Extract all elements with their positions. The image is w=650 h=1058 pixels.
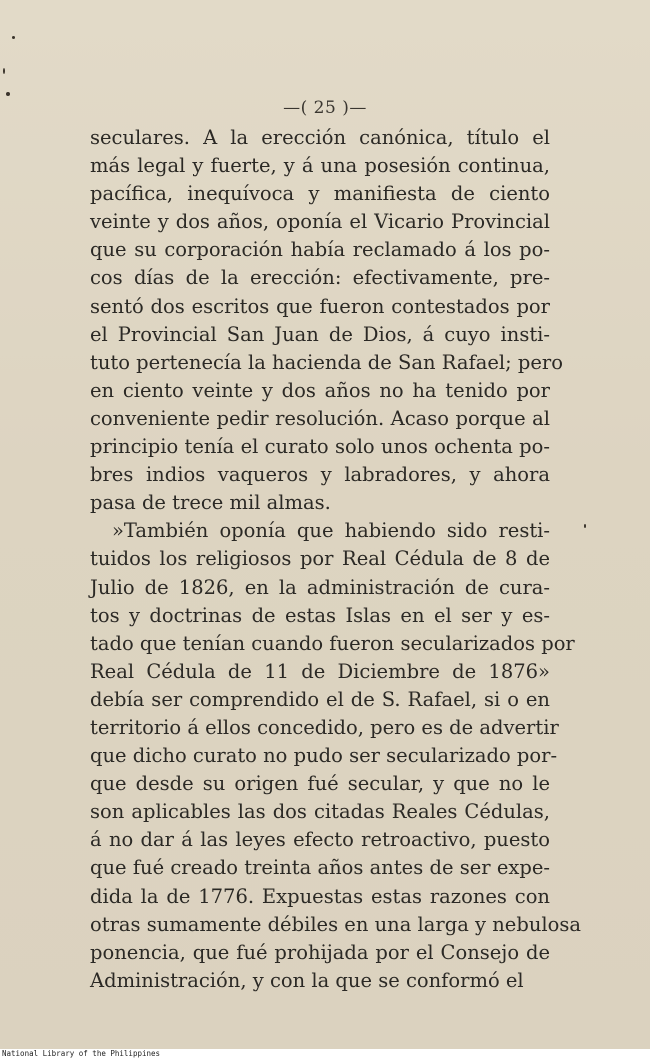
text-line: á no dar á las leyes efecto retroactivo, puesto	[90, 828, 550, 852]
text-line: ponencia, que fué prohijada por el Consejo de	[90, 940, 550, 964]
text-line: que su corporación había reclamado á los po-	[90, 238, 550, 262]
scan-speck	[584, 524, 586, 528]
text-line: otras sumamente débiles en una larga y nebulosa	[90, 912, 581, 936]
library-footer: National Library of the Philippines	[0, 1049, 650, 1058]
text-line: en ciento veinte y dos años no ha tenido por	[90, 378, 550, 402]
text-line: »También oponía que habiendo sido resti-	[112, 519, 550, 543]
text-line: veinte y dos años, oponía el Vicario Provincial	[90, 210, 550, 234]
text-line: tado que tenían cuando fueron secularizados por	[90, 631, 575, 655]
text-line: tos y doctrinas de estas Islas en el ser y es-	[90, 603, 550, 627]
text-line: tuidos los religiosos por Real Cédula de 8 de	[90, 547, 550, 571]
text-line: más legal y fuerte, y á una posesión continua,	[90, 154, 550, 178]
page-number: —( 25 )—	[283, 98, 367, 118]
text-line: cos días de la erección: efectivamente, pre-	[90, 266, 550, 290]
text-line: seculares. A la erección canónica, título el	[90, 126, 550, 149]
text-line: son aplicables las dos citadas Reales Cédulas,	[90, 800, 550, 824]
body-text	[90, 124, 581, 995]
text-line: tuto pertenecía la hacienda de San Rafael; pero	[90, 350, 563, 374]
text-line: dida la de 1776. Expuestas estas razones con	[90, 884, 550, 908]
text-line: debía ser comprendido el de S. Rafael, si o en	[90, 687, 550, 711]
scan-speck	[6, 92, 10, 96]
text-line: sentó dos escritos que fueron contestados por	[90, 294, 550, 318]
text-line: bres indios vaqueros y labradores, y ahora	[90, 463, 550, 487]
text-line: territorio á ellos concedido, pero es de advertir	[90, 715, 559, 739]
text-line: conveniente pedir resolución. Acaso porque al	[90, 406, 550, 430]
text-line: Real Cédula de 11 de Diciembre de 1876»	[90, 659, 550, 683]
text-line: que fué creado treinta años antes de ser expe-	[90, 856, 550, 880]
text-line: que dicho curato no pudo ser secularizado por-	[90, 744, 558, 768]
scan-speck	[12, 36, 15, 39]
scan-speck	[3, 68, 5, 74]
text-line: pasa de trece mil almas.	[90, 491, 331, 515]
text-line: principio tenía el curato solo unos ochenta po-	[90, 435, 550, 459]
text-line: que desde su origen fué secular, y que no le	[90, 772, 550, 796]
text-line: Administración, y con la que se conformó el	[90, 968, 524, 992]
text-line: el Provincial San Juan de Dios, á cuyo insti-	[90, 322, 550, 346]
text-line: pacífica, inequívoca y manifiesta de ciento	[90, 182, 550, 206]
text-line: Julio de 1826, en la administración de cura-	[90, 575, 550, 599]
